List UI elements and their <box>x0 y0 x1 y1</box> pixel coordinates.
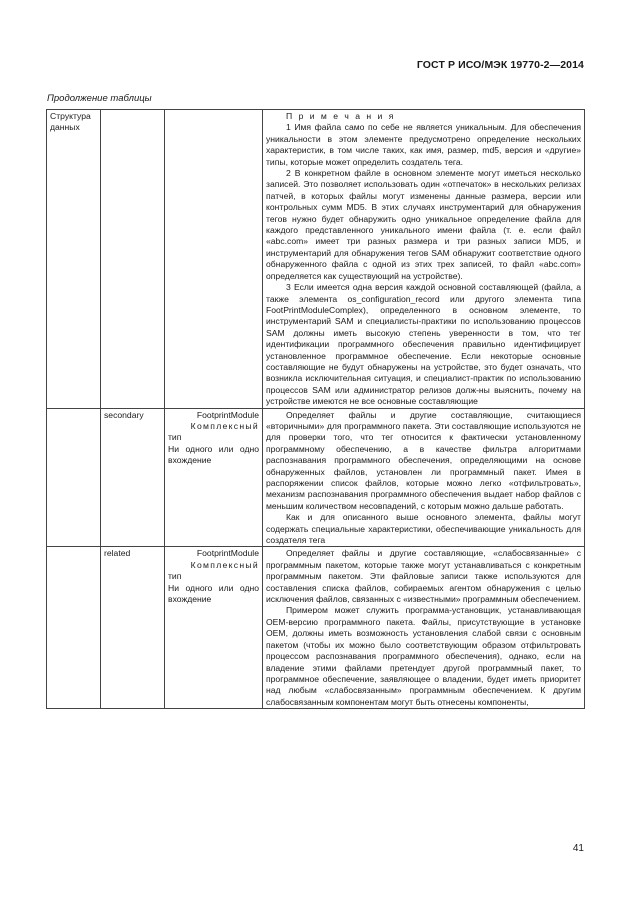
note-3: 3 Если имеется одна версия каждой основной составляющей (файла, а также элемента os_configuration_record или другого элемента типа FootPrintModuleComplex), определенного в основном элементе, то инструментарий SAM и специалисты-практики по использованию процессов SAM должны иметь высокую степень уверенности в том, что тег идентификации программного обеспечения правильно идентифицирует установленное программное обеспечение. Если некоторые основные составляющие не будут обнаружены на устройстве, это будет означать, что возникла исключительная ситуация, и специалист-практик по использованию процессов SAM или администратор релизов долж-ны выяснить, почему на устройстве имеются не все основные составляющие <box>266 282 581 407</box>
type-word: Комплексный <box>190 559 259 570</box>
description-paragraph: Определяет файлы и другие составляющие, «слабосвязанные» с программным пакетом, которые также могут устанавливаться с конкретным программным пакетом. Эти файловые записи также используются для составления списка файлов, собираемых агентом обнаружения с целью исключения файлов, связанных с «известными» программным обеспечением. <box>266 548 581 605</box>
cell-attribute-type <box>165 547 263 709</box>
cell-attribute-name: related <box>101 547 165 709</box>
cell-attribute-name: secondary <box>101 408 165 547</box>
note-2: 2 В конкретном файле в основном элементе могут иметься несколько записей. Это позволяет использовать один «отпечаток» в нескольких релизах патчей, в которых файлы могут изменены данные размера, версии или контрольных сумм MD5. В этих случаях инструментарий для обнаружения тегов нужно будет обнаружить одно уникальное определение файла для каждого представленного уникального имени файла (т. е. если файл «abc.com» имеет три разных размера и три разных записи MD5, и инструментарий для обнаружения тегов SAM обнаружит соответствие одного обнаруженного файла с одной из этих трех записей, то файл «abc.com» определяется как существующий на устройстве). <box>266 168 581 281</box>
type-suffix: тип <box>168 432 182 443</box>
cell-description <box>263 110 585 409</box>
cardinality: Ни одного или одно вхождение <box>168 582 259 605</box>
notes-title: П р и м е ч а н и я <box>286 111 396 121</box>
cardinality: Ни одного или одно вхождение <box>168 443 259 466</box>
type-class: FootprintModule <box>196 409 259 420</box>
cell-description <box>263 547 585 709</box>
cell-description <box>263 408 585 547</box>
description-paragraph: Примером может служить программа-установщик, устанавливающая OEM-версию программного пакета. Файлы, присутствующие в установке OEM, должны иметь возможность установления слабой связи с основным пакетом (чтобы их можно было соответствующим образом отфильтровать процессом распознавания программного обеспечения), однако, если на владение этими файлами претендует другой программный пакет, то программное обеспечение, заявляющее о владении, будет иметь приоритет над любым «слабосвязанным» программным обеспечением. К другим слабосвязанным компонентам могут быть отнесены компоненты, <box>266 605 581 707</box>
description-paragraph: Определяет файлы и другие составляющие, считающиеся «вторичными» для программного пакета. Эти составляющие используются не для проверки того, что тег относится к фактически установленному программному обеспечению, а в качестве фильтра алгоритмами распознавания программного обеспечения, определяющими на основе обнаруженных файлов, установлен ли программный пакет. Имея в распоряжении список файлов, которые можно легко «отфильтровать», механизм распознавания программного обеспечения выдает набор файлов с меньшим количеством несовпадений, с которым можно дальше работать. <box>266 409 581 511</box>
page-number: 41 <box>572 843 584 854</box>
cell-element-name <box>47 408 101 547</box>
cell-element-name: Структура данных <box>47 110 101 409</box>
note-1: 1 Имя файла само по себе не является уникальным. Для обеспечения уникальности в этом элементе предусмотрено определение нескольких характеристик, в том числе таких, как имя, размер, md5, версия и «другие» типы, которые может определить создатель тега. <box>266 122 581 167</box>
attribute-table <box>46 109 585 709</box>
table-row-related <box>47 547 585 709</box>
type-class: FootprintModule <box>196 548 259 559</box>
cell-attribute-type <box>165 110 263 409</box>
table-row-main <box>47 110 585 409</box>
type-suffix: тип <box>168 571 182 582</box>
cell-element-name <box>47 547 101 709</box>
document-header: ГОСТ Р ИСО/МЭК 19770-2—2014 <box>416 59 584 71</box>
cell-attribute-type <box>165 408 263 547</box>
description-paragraph: Как и для описанного выше основного элемента, файлы могут содержать специальные характеристики, обеспечивающие уникальность для создателя тега <box>266 512 581 546</box>
type-word: Комплексный <box>190 420 259 431</box>
table-continuation-label: Продолжение таблицы <box>47 93 152 104</box>
cell-attribute-name <box>101 110 165 409</box>
table-row-secondary <box>47 408 585 547</box>
